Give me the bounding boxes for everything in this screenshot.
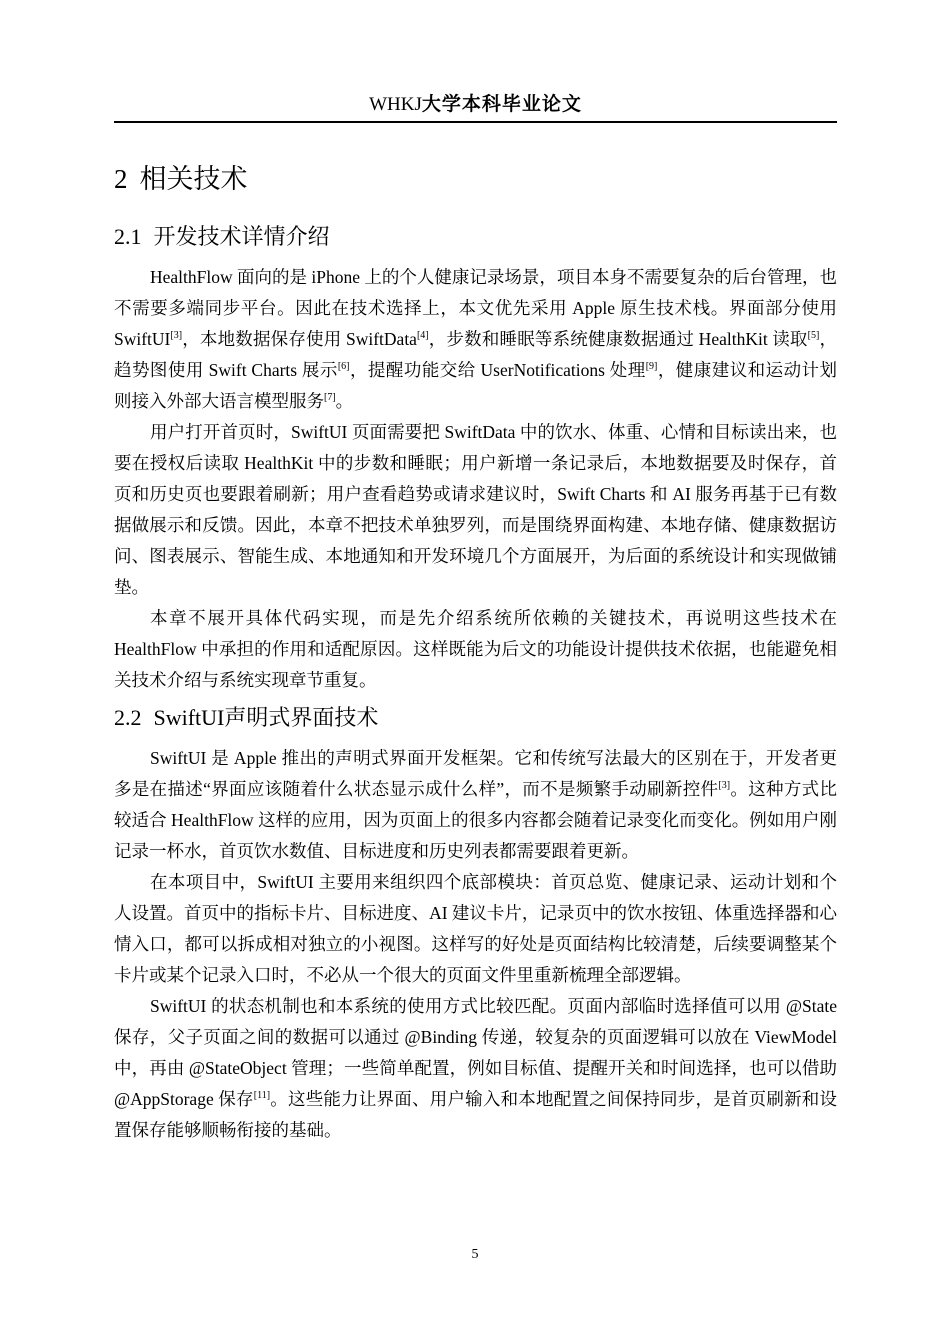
section-heading — [114, 221, 837, 254]
citation-ref: [7] — [324, 392, 336, 404]
citation-ref: [6] — [337, 361, 350, 373]
section-2-2 — [114, 702, 837, 1146]
section-title: 声明式界面技术 — [224, 706, 379, 731]
header-rule — [114, 121, 837, 123]
text-run: 。 — [335, 391, 354, 411]
text-run: ，趋势图使用 Swift Charts 展示 — [114, 329, 837, 380]
text-run: 在本项目中，SwiftUI 主要用来组织四个底部模块：首页总览、健康记录、运动计划和个人设置。首页中的指标卡片、目标进度、AI 建议卡片，记录页中的饮水按钮、体重选择器和心情入口，都可以拆成相对独立的小视图。这样写的好处是页面结构比较清楚，后续要调整某个卡片或某个记录入口时，不必从一个很大的页面文件里重新梳理全部逻辑。 — [114, 872, 837, 985]
section-title-latin: SwiftUI — [153, 705, 225, 730]
page-content — [114, 160, 837, 1146]
paragraph — [114, 991, 837, 1146]
text-run: ，健康建议和运动计划则接入外部大语言模型服务 — [114, 360, 837, 411]
chapter-number: 2 — [114, 164, 128, 194]
chapter-heading — [114, 160, 837, 199]
text-run: SwiftUI 是 Apple 推出的声明式界面开发框架。它和传统写法最大的区别在于，开发者更多是在描述“界面应该随着什么状态显示成什么样”，而不是频繁手动刷新控件 — [114, 748, 837, 799]
paragraph — [114, 262, 837, 417]
citation-ref: [5] — [807, 330, 820, 342]
text-run: SwiftUI 的状态机制也和本系统的使用方式比较匹配。页面内部临时选择值可以用 @State 保存，父子页面之间的数据可以通过 @Binding 传递，较复杂的页面逻辑可以放在 ViewModel 中，再由 @StateObject 管理；一些简单配置，例如目标值、提醒开关和时间选择，也可以借助 @AppStorage 保存 — [114, 996, 837, 1109]
citation-ref: [4] — [416, 330, 429, 342]
section-number: 2.2 — [114, 705, 142, 730]
section-number: 2.1 — [114, 224, 142, 249]
citation-ref: [9] — [645, 361, 658, 373]
page-number: 5 — [471, 1247, 479, 1262]
text-run: 本章不展开具体代码实现，而是先介绍系统所依赖的关键技术，再说明这些技术在 HealthFlow 中承担的作用和适配原因。这样既能为后文的功能设计提供技术依据，也能避免相关技术介绍与系统实现章节重复。 — [114, 608, 837, 690]
header-title: 大学本科毕业论文 — [421, 94, 582, 115]
text-run: ，步数和睡眠等系统健康数据通过 HealthKit 读取 — [428, 329, 808, 349]
text-run: HealthFlow 面向的是 iPhone 上的个人健康记录场景，项目本身不需要复杂的后台管理，也不需要多端同步平台。因此在技术选择上，本文优先采用 Apple 原生技术栈。界面部分使用 SwiftUI — [114, 267, 837, 349]
citation-ref: [11] — [253, 1090, 271, 1102]
running-header — [114, 92, 837, 118]
text-run: 。这些能力让界面、用户输入和本地配置之间保持同步，是首页刷新和设置保存能够顺畅衔接的基础。 — [114, 1089, 838, 1140]
paragraph — [114, 603, 837, 696]
section-title: 开发技术详情介绍 — [153, 225, 330, 250]
header-code: WHKJ — [369, 94, 422, 115]
citation-ref: [3] — [170, 330, 183, 342]
paragraph — [114, 867, 837, 991]
chapter-title: 相关技术 — [139, 164, 248, 195]
section-heading — [114, 702, 837, 735]
text-run: 。这种方式比较适合 HealthFlow 这样的应用，因为页面上的很多内容都会随着记录变化而变化。例如用户刚记录一杯水，首页饮水数值、目标进度和历史列表都需要跟着更新。 — [114, 779, 837, 861]
section-2-1 — [114, 221, 837, 696]
text-run: ，本地数据保存使用 SwiftData — [182, 329, 417, 349]
text-run: 用户打开首页时，SwiftUI 页面需要把 SwiftData 中的饮水、体重、心情和目标读出来，也要在授权后读取 HealthKit 中的步数和睡眠；用户新增一条记录后，本地数据要及时保存，首页和历史页也要跟着刷新；用户查看趋势或请求建议时，Swift Charts 和 AI 服务再基于已有数据做展示和反馈。因此，本章不把技术单独罗列，而是围绕界面构建、本地存储、健康数据访问、图表展示、智能生成、本地通知和开发环境几个方面展开，为后面的系统设计和实现做铺垫。 — [114, 422, 837, 597]
paragraph — [114, 743, 837, 867]
citation-ref: [3] — [718, 780, 731, 792]
text-run: ，提醒功能交给 UserNotifications 处理 — [349, 360, 646, 380]
paragraph — [114, 417, 837, 603]
